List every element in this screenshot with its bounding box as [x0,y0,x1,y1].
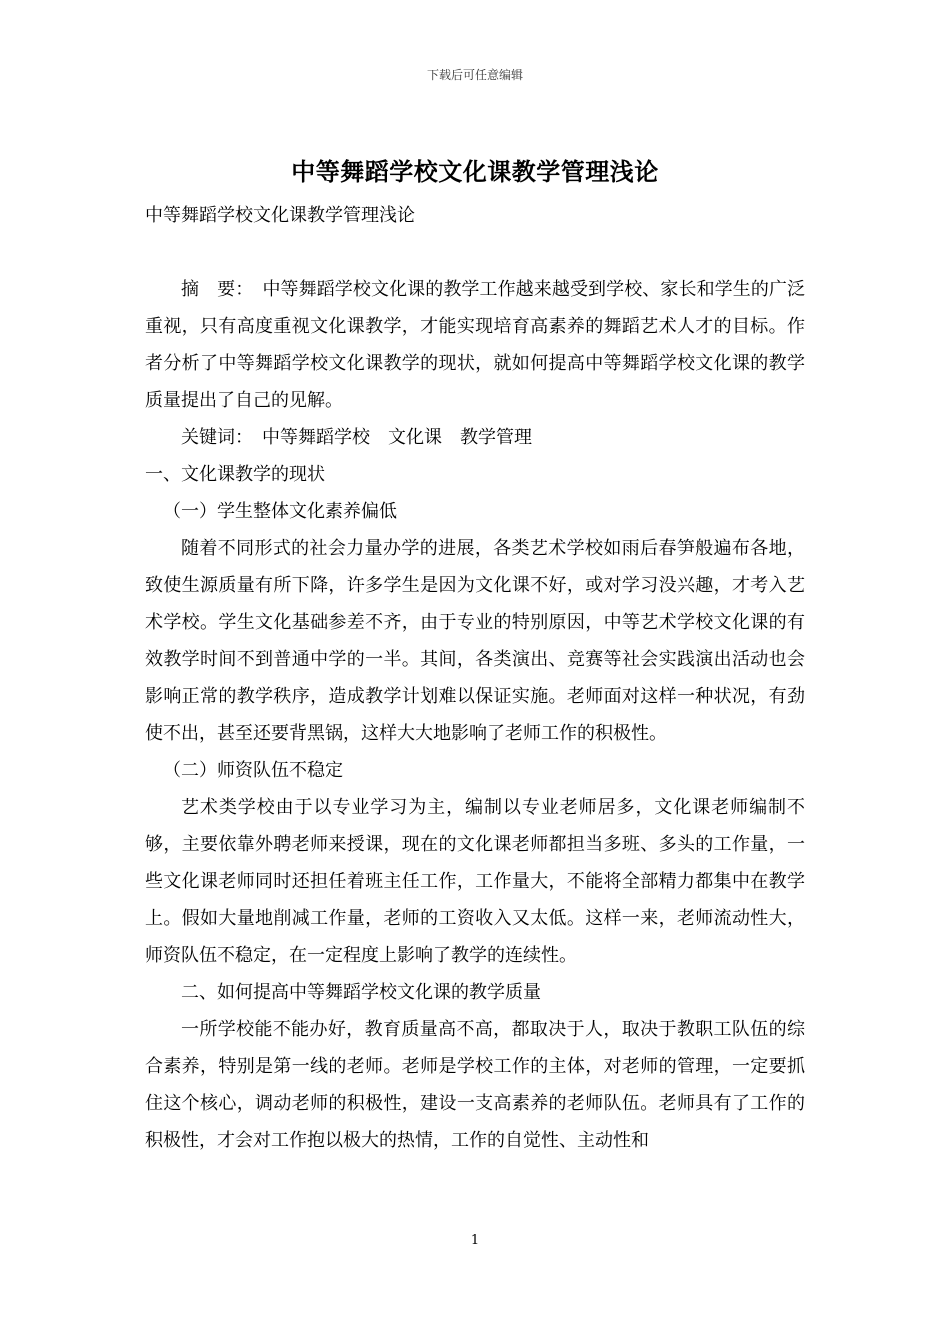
abstract-paragraph [145,271,805,419]
abstract-text: 中等舞蹈学校文化课的教学工作越来越受到学校、家长和学生的广泛重视，只有高度重视文化课教学，才能实现培育高素养的舞蹈艺术人才的目标。作者分析了中等舞蹈学校文化课教学的现状，就如何提高中等舞蹈学校文化课的教学质量提出了自己的见解。 [145,279,806,411]
document-title: 中等舞蹈学校文化课教学管理浅论 [291,157,659,186]
keywords-text: 中等舞蹈学校 文化课 教学管理 [262,427,532,448]
document-subtitle: 中等舞蹈学校文化课教学管理浅论 [145,205,415,226]
document-body [145,197,805,1159]
section-1-heading: 一、文化课教学的现状 [145,464,325,485]
section-1-1-paragraph: 随着不同形式的社会力量办学的进展，各类艺术学校如雨后春笋般遍布各地，致使生源质量有所下降，许多学生是因为文化课不好，或对学习没兴趣，才考入艺术学校。学生文化基础参差不齐，由于专业的特别原因，中等艺术学校文化课的有效教学时间不到普通中学的一半。其间，各类演出、竞赛等社会实践演出活动也会影响正常的教学秩序，造成教学计划难以保证实施。老师面对这样一种状况，有劲使不出，甚至还要背黑锅，这样大大地影响了老师工作的积极性。 [145,538,805,744]
section-1-2-heading: （二）师资队伍不稳定 [163,760,343,781]
section-1-1-heading: （一）学生整体文化素养偏低 [163,501,397,522]
header-note: 下载后可任意编辑 [426,68,523,82]
keywords-label: 关键词： [181,427,244,448]
keywords-line [145,419,805,456]
page-number: 1 [470,1233,480,1248]
abstract-label: 摘 要： [181,279,245,300]
section-1-2-paragraph: 艺术类学校由于以专业学习为主，编制以专业老师居多，文化课老师编制不够，主要依靠外聘老师来授课，现在的文化课老师都担当多班、多头的工作量，一些文化课老师同时还担任着班主任工作，工作量大，不能将全部精力都集中在教学上。假如大量地削减工作量，老师的工资收入又太低。这样一来，老师流动性大，师资队伍不稳定，在一定程度上影响了教学的连续性。 [145,797,805,966]
section-2-heading: 二、如何提高中等舞蹈学校文化课的教学质量 [181,982,541,1003]
section-2-paragraph: 一所学校能不能办好，教育质量高不高，都取决于人，取决于教职工队伍的综合素养，特别是第一线的老师。老师是学校工作的主体，对老师的管理，一定要抓住这个核心，调动老师的积极性，建设一支高素养的老师队伍。老师具有了工作的积极性，才会对工作抱以极大的热情，工作的自觉性、主动性和 [145,1019,805,1151]
